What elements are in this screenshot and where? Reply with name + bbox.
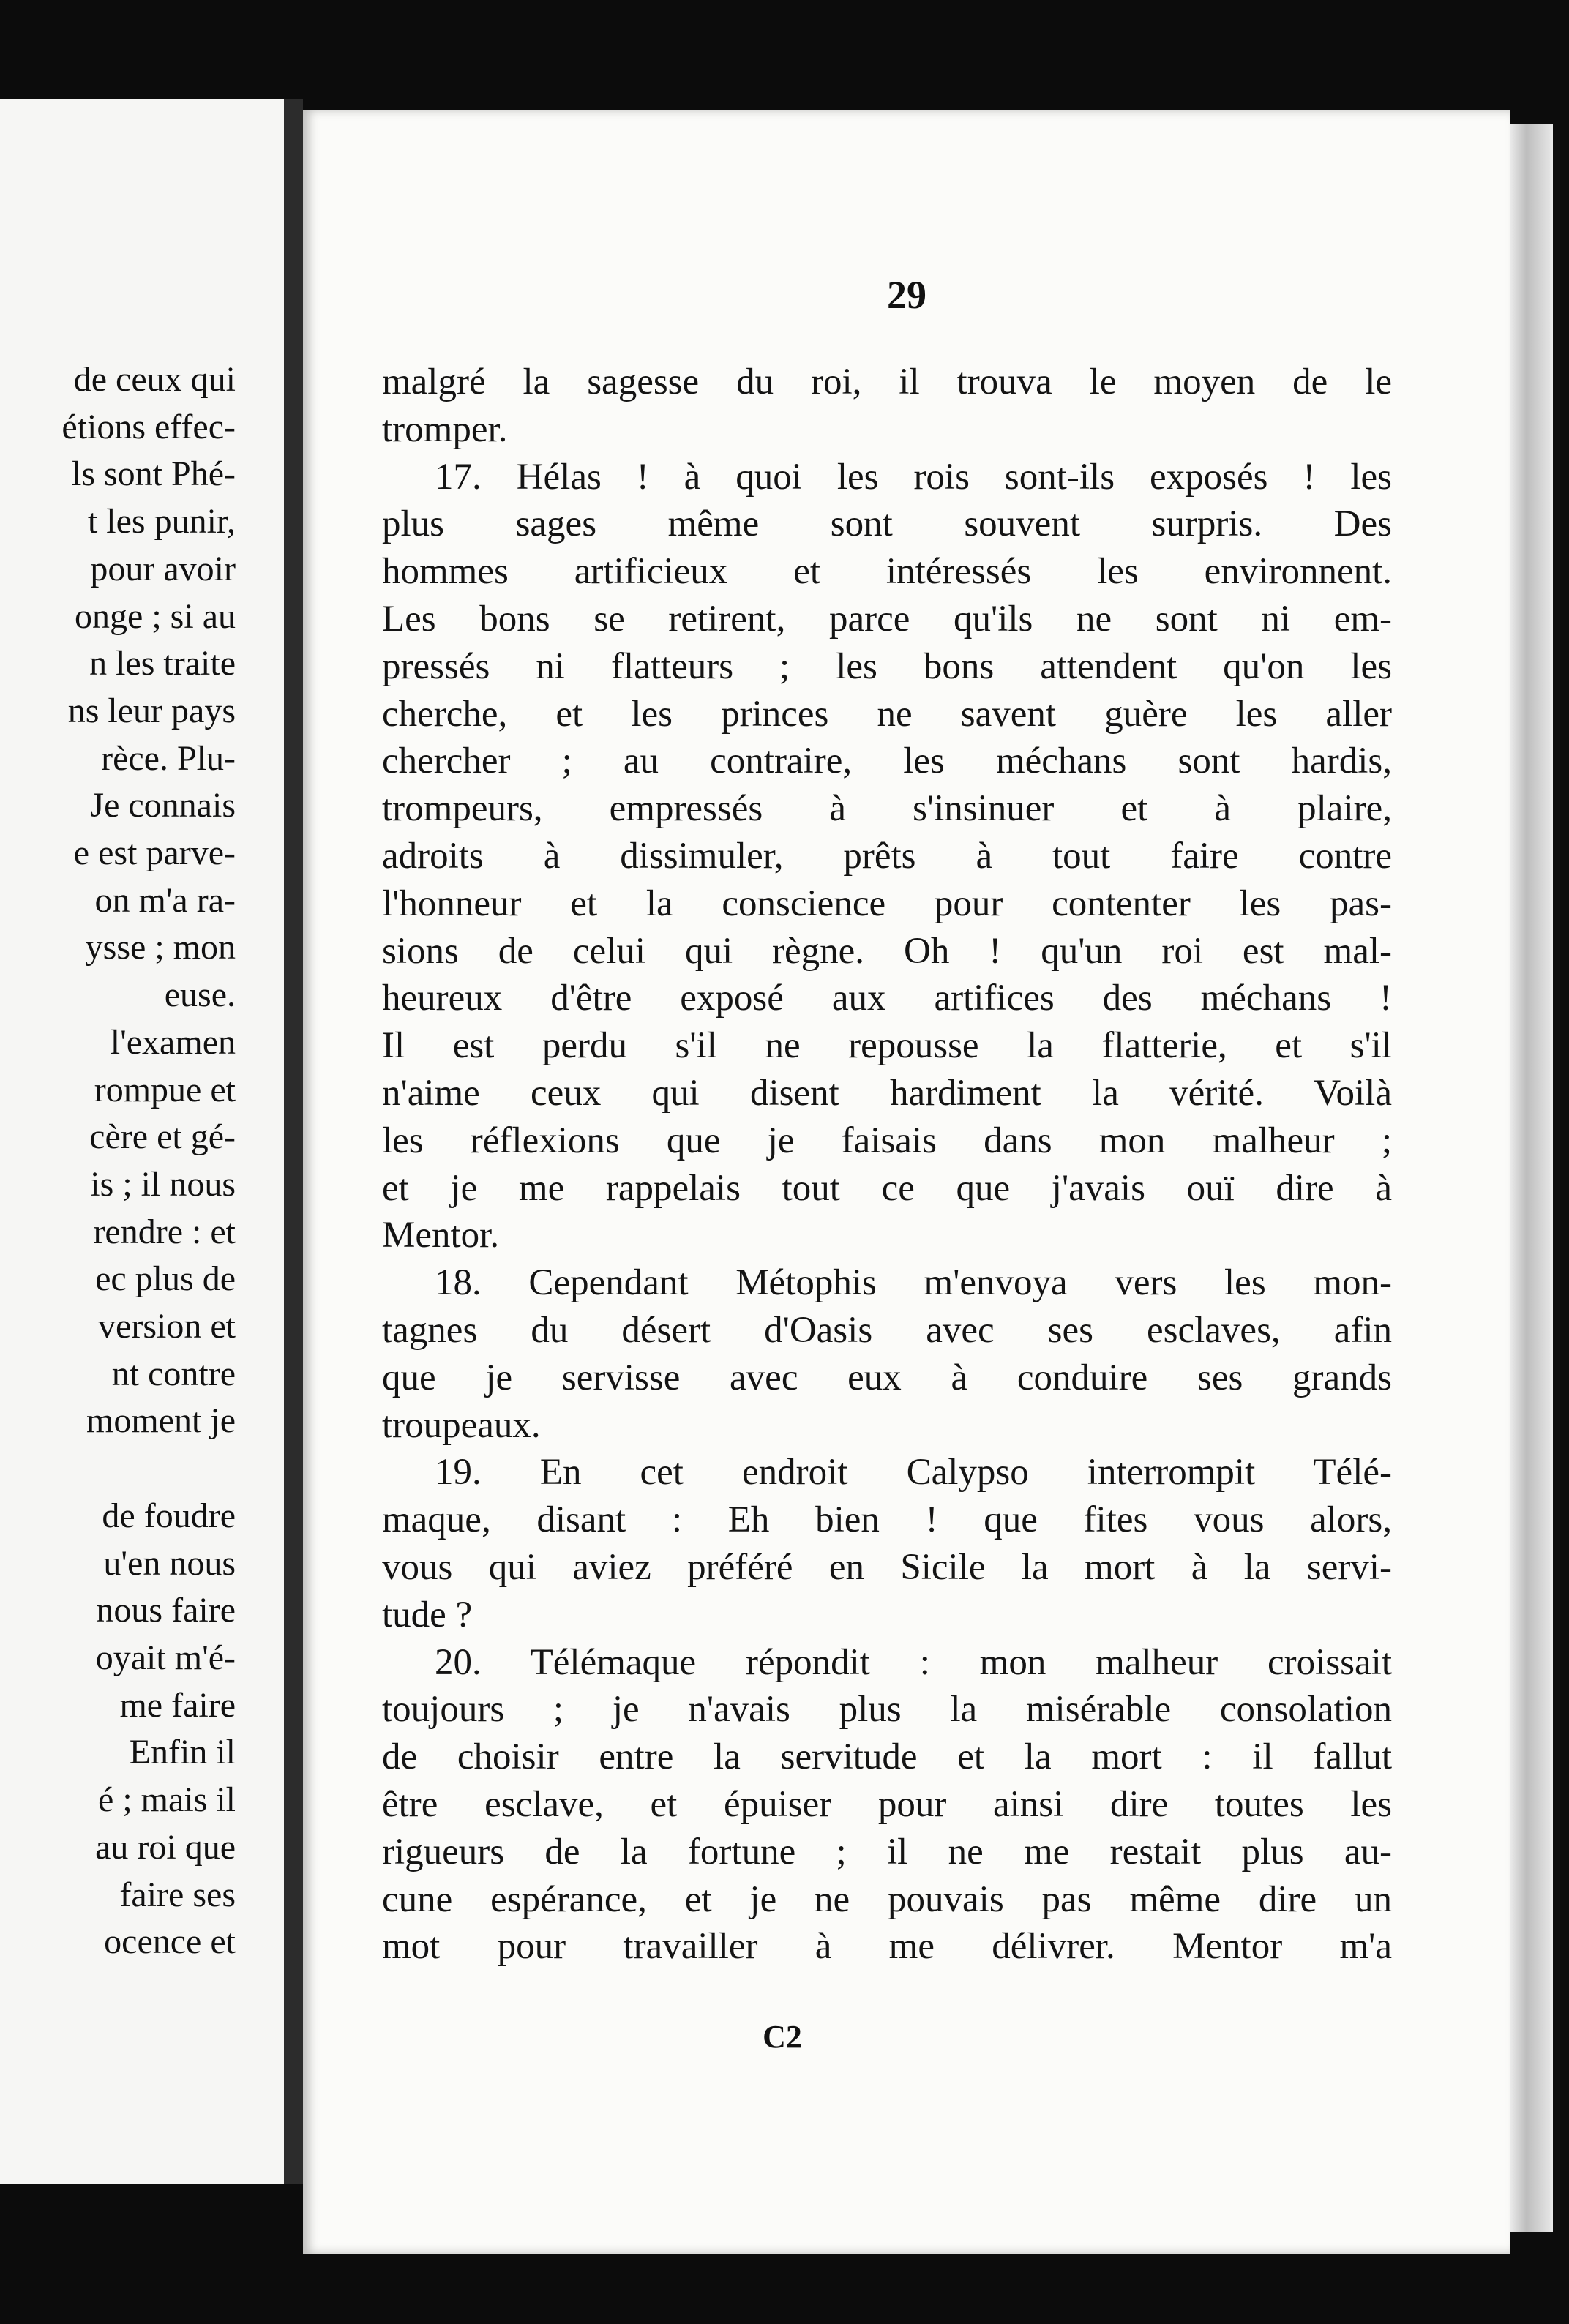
text-line: vous qui aviez préféré en Sicile la mort à la servi- bbox=[382, 1546, 1392, 1588]
left-page-line: e est parve- bbox=[73, 833, 236, 873]
left-page-line: cère et gé- bbox=[89, 1117, 236, 1157]
text-line: malgré la sagesse du roi, il trouva le moyen de le bbox=[382, 361, 1392, 402]
left-page-line: rèce. Plu- bbox=[101, 738, 236, 778]
left-page-text bbox=[0, 356, 236, 1966]
left-page-line: onge ; si au bbox=[75, 596, 236, 636]
left-page-line: ls sont Phé- bbox=[71, 454, 236, 494]
text-line: trompeurs, empressés à s'insinuer et à plaire, bbox=[382, 788, 1392, 830]
text-line: l'honneur et la conscience pour contenter les pas- bbox=[382, 882, 1392, 924]
text-line: tagnes du désert d'Oasis avec ses esclaves, afin bbox=[382, 1309, 1392, 1351]
left-page-line: me faire bbox=[119, 1685, 236, 1725]
text-line: sions de celui qui règne. Oh ! qu'un roi est mal- bbox=[382, 930, 1392, 972]
left-page-line: l'examen bbox=[110, 1022, 236, 1062]
left-page-line: u'en nous bbox=[103, 1543, 236, 1583]
text-line: 18. Cependant Métophis m'envoya vers les mon- bbox=[435, 1262, 1392, 1304]
text-line: que je servisse avec eux à conduire ses grands bbox=[382, 1357, 1392, 1398]
left-page-line: ec plus de bbox=[95, 1259, 236, 1299]
left-page-line: Je connais bbox=[90, 786, 236, 825]
left-page-line: euse. bbox=[164, 975, 236, 1015]
left-page bbox=[0, 99, 303, 2184]
text-line: 17. Hélas ! à quoi les rois sont-ils exposés ! les bbox=[435, 456, 1392, 498]
left-page-line: nous faire bbox=[96, 1591, 236, 1630]
text-line: maque, disant : Eh bien ! que fites vous alors, bbox=[382, 1499, 1392, 1541]
text-line: rigueurs de la fortune ; il ne me restait plus au- bbox=[382, 1831, 1392, 1873]
text-line: 20. Télémaque répondit : mon malheur croissait bbox=[435, 1641, 1392, 1683]
text-line: être esclave, et épuiser pour ainsi dire toutes les bbox=[382, 1783, 1392, 1825]
text-line: cune espérance, et je ne pouvais pas même dire un bbox=[382, 1878, 1392, 1920]
text-line: cherche, et les princes ne savent guère les aller bbox=[382, 693, 1392, 735]
left-page-line: on m'a ra- bbox=[94, 880, 236, 920]
left-page-line: t les punir, bbox=[87, 502, 236, 541]
text-line: Mentor. bbox=[382, 1215, 500, 1256]
text-line: chercher ; au contraire, les méchans sont hardis, bbox=[382, 741, 1392, 782]
left-page-line: nt contre bbox=[111, 1354, 236, 1393]
text-line: heureux d'être exposé aux artifices des méchans ! bbox=[382, 978, 1392, 1019]
left-page-line: n les traite bbox=[89, 644, 236, 683]
left-page-line: de foudre bbox=[102, 1496, 236, 1535]
left-page-line: is ; il nous bbox=[90, 1164, 236, 1204]
text-line: de choisir entre la servitude et la mort : il fallut bbox=[382, 1736, 1392, 1778]
text-line: n'aime ceux qui disent hardiment la vérité. Voilà bbox=[382, 1072, 1392, 1114]
left-page-line: étions effec- bbox=[61, 407, 236, 446]
left-page-line: ocence et bbox=[104, 1922, 236, 1962]
left-page-line: pour avoir bbox=[90, 549, 236, 588]
left-page-line: ns leur pays bbox=[67, 691, 236, 730]
page-number: 29 bbox=[887, 273, 926, 317]
text-line: Il est perdu s'il ne repousse la flatterie, et s'il bbox=[382, 1025, 1392, 1067]
text-line: tude ? bbox=[382, 1594, 473, 1635]
left-page-line: oyait m'é- bbox=[95, 1638, 236, 1677]
left-page-line: version et bbox=[98, 1307, 236, 1346]
left-page-line: rompue et bbox=[94, 1070, 236, 1109]
left-page-line: é ; mais il bbox=[98, 1780, 236, 1820]
text-line: plus sages même sont souvent surpris. Des bbox=[382, 503, 1392, 545]
left-page-line: ysse ; mon bbox=[85, 928, 236, 967]
text-line: les réflexions que je faisais dans mon malheur ; bbox=[382, 1120, 1392, 1161]
text-line: Les bons se retirent, parce qu'ils ne sont ni em- bbox=[382, 598, 1392, 640]
left-page-line: rendre : et bbox=[93, 1212, 236, 1251]
left-page-line: faire ses bbox=[119, 1875, 236, 1914]
text-line: toujours ; je n'avais plus la misérable consolation bbox=[382, 1689, 1392, 1731]
text-line: mot pour travailler à me délivrer. Mentor m'a bbox=[382, 1926, 1392, 1968]
text-line: 19. En cet endroit Calypso interrompit Télé- bbox=[435, 1452, 1392, 1493]
text-line: et je me rappelais tout ce que j'avais ouï dire à bbox=[382, 1167, 1392, 1209]
text-line: pressés ni flatteurs ; les bons attendent qu'on les bbox=[382, 645, 1392, 687]
text-line: tromper. bbox=[382, 408, 508, 450]
right-page bbox=[303, 110, 1510, 2254]
left-page-line: de ceux qui bbox=[73, 360, 236, 399]
left-page-line: au roi que bbox=[95, 1827, 236, 1867]
left-page-line: moment je bbox=[86, 1401, 236, 1441]
left-page-line bbox=[0, 1445, 236, 1493]
right-page-text bbox=[382, 359, 1392, 1971]
left-page-line: Enfin il bbox=[129, 1733, 236, 1772]
text-line: troupeaux. bbox=[382, 1404, 541, 1446]
signature-mark: C2 bbox=[763, 2019, 802, 2055]
text-line: hommes artificieux et intéressés les environnent. bbox=[382, 551, 1392, 593]
text-line: adroits à dissimuler, prêts à tout faire contre bbox=[382, 835, 1392, 877]
